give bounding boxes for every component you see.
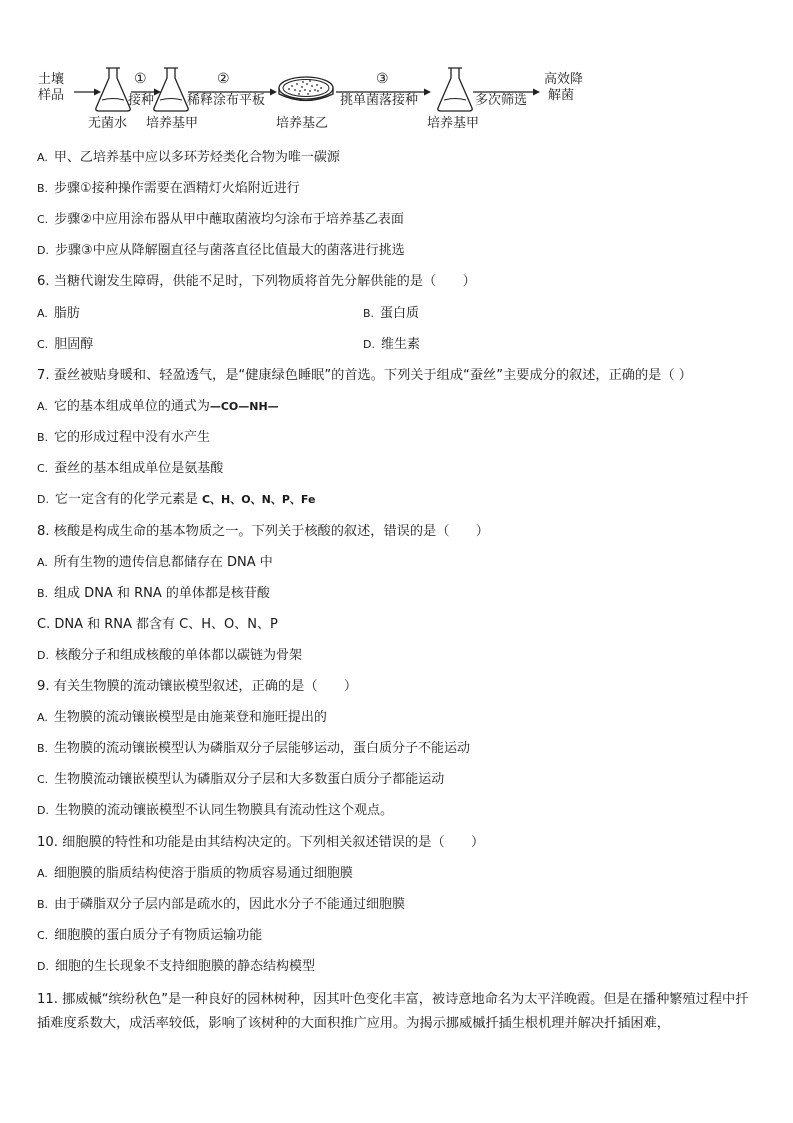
- q6-option-b[interactable]: B. 蛋白质: [363, 306, 420, 321]
- petri-dish-icon: [279, 77, 333, 101]
- q10-option-b[interactable]: B. 由于磷脂双分子层内部是疏水的，因此水分子不能通过细胞膜: [37, 897, 406, 912]
- q5-option-a[interactable]: A. 甲、乙培养基中应以多环芳烃类化合物为唯一碳源: [37, 150, 340, 165]
- step2-number: ②: [217, 71, 230, 87]
- q6-stem: 6. 当糖代谢发生障碍，供能不足时，下列物质将首先分解供能的是（ ）: [37, 274, 476, 289]
- arrow-head-icon: [533, 89, 540, 96]
- step3-text: 挑单菌落接种: [340, 93, 419, 108]
- flask1-label: 无菌水: [88, 116, 128, 131]
- q8-option-b[interactable]: B. 组成 DNA 和 RNA 的单体都是核苷酸: [37, 586, 270, 601]
- q6-option-c[interactable]: C. 胆固醇: [37, 337, 94, 352]
- step4-text: 多次筛选: [475, 93, 528, 108]
- q8-option-d[interactable]: D. 核酸分子和组成核酸的单体都以碳链为骨架: [37, 648, 302, 663]
- q5-option-c[interactable]: C. 步骤②中应用涂布器从甲中蘸取菌液均匀涂布于培养基乙表面: [37, 212, 404, 227]
- peptide-bond-formula: —CO—NH—: [209, 400, 279, 413]
- step1-number: ①: [134, 71, 147, 87]
- q10-option-a[interactable]: A. 细胞膜的脂质结构使溶于脂质的物质容易通过细胞膜: [37, 866, 353, 881]
- step2-text: 稀释涂布平板: [187, 93, 266, 108]
- q8-option-c[interactable]: C. DNA 和 RNA 都含有 C、H、O、N、P: [37, 617, 278, 632]
- q6-option-d[interactable]: D. 维生素: [363, 337, 420, 352]
- start-label-line1: 土壤: [38, 72, 65, 87]
- q9-option-d[interactable]: D. 生物膜的流动镶嵌模型不认同生物膜具有流动性这个观点。: [37, 803, 393, 818]
- q8-option-a[interactable]: A. 所有生物的遗传信息都储存在 DNA 中: [37, 555, 273, 570]
- q10-option-c[interactable]: C. 细胞膜的蛋白质分子有物质运输功能: [37, 928, 263, 943]
- q9-option-a[interactable]: A. 生物膜的流动镶嵌模型是由施莱登和施旺提出的: [37, 710, 327, 725]
- q11-stem: 11. 挪威槭“缤纷秋色”是一种良好的园林树种，因其叶色变化丰富，被诗意地命名为太平洋晚霞。但是在播种繁殖过程中扦插难度系数大，成活率较低，影响了该树种的大面积推广应用。为揭示挪威槭扦插生根机理并解决扦插困难，: [37, 992, 749, 1031]
- flask-icon: [96, 68, 130, 111]
- arrow-head-icon: [94, 89, 101, 96]
- q5-option-b[interactable]: B. 步骤①接种操作需要在酒精灯火焰附近进行: [37, 181, 300, 196]
- flask-icon: [438, 68, 472, 111]
- q7-option-b[interactable]: B. 它的形成过程中没有水产生: [37, 430, 211, 445]
- arrow-head-icon: [270, 89, 277, 96]
- q9-stem: 9. 有关生物膜的流动镶嵌模型叙述，正确的是（ ）: [37, 679, 358, 694]
- q5-option-d[interactable]: D. 步骤③中应从降解圈直径与菌落直径比值最大的菌落进行挑选: [37, 243, 405, 258]
- q7-option-a[interactable]: A. 它的基本组成单位的通式为—CO—NH—: [37, 399, 279, 414]
- end-label-line1: 高效降: [544, 72, 584, 87]
- q10-option-d[interactable]: D. 细胞的生长现象不支持细胞膜的静态结构模型: [37, 959, 315, 974]
- element-list: C、H、O、N、P、Fe: [201, 493, 316, 506]
- culture-flow-diagram: [0, 60, 793, 138]
- q7-option-d[interactable]: D. 它一定含有的化学元素是 C、H、O、N、P、Fe: [37, 492, 316, 507]
- step3-number: ③: [376, 71, 389, 87]
- end-label-line2: 解菌: [548, 88, 575, 103]
- step1-text: 接种: [128, 93, 155, 108]
- q8-stem: 8. 核酸是构成生命的基本物质之一。下列关于核酸的叙述，错误的是（ ）: [37, 524, 489, 539]
- arrow-head-icon: [424, 89, 431, 96]
- q10-stem: 10. 细胞膜的特性和功能是由其结构决定的。下列相关叙述错误的是（ ）: [37, 835, 485, 850]
- start-label-line2: 样品: [38, 88, 65, 103]
- q7-option-c[interactable]: C. 蚕丝的基本组成单位是氨基酸: [37, 461, 224, 476]
- flask-icon: [154, 68, 188, 111]
- q7-stem: 7. 蚕丝被贴身暖和、轻盈透气，是“健康绿色睡眠”的首选。下列关于组成“蚕丝”主要成分的叙述，正确的是（ ）: [37, 368, 692, 383]
- q9-option-c[interactable]: C. 生物膜流动镶嵌模型认为磷脂双分子层和大多数蛋白质分子都能运动: [37, 772, 445, 787]
- q9-option-b[interactable]: B. 生物膜的流动镶嵌模型认为磷脂双分子层能够运动，蛋白质分子不能运动: [37, 741, 471, 756]
- dish-label: 培养基乙: [276, 116, 329, 131]
- flask3-label: 培养基甲: [427, 116, 480, 131]
- flask2-label: 培养基甲: [146, 116, 199, 131]
- q6-option-a[interactable]: A. 脂肪: [37, 306, 80, 321]
